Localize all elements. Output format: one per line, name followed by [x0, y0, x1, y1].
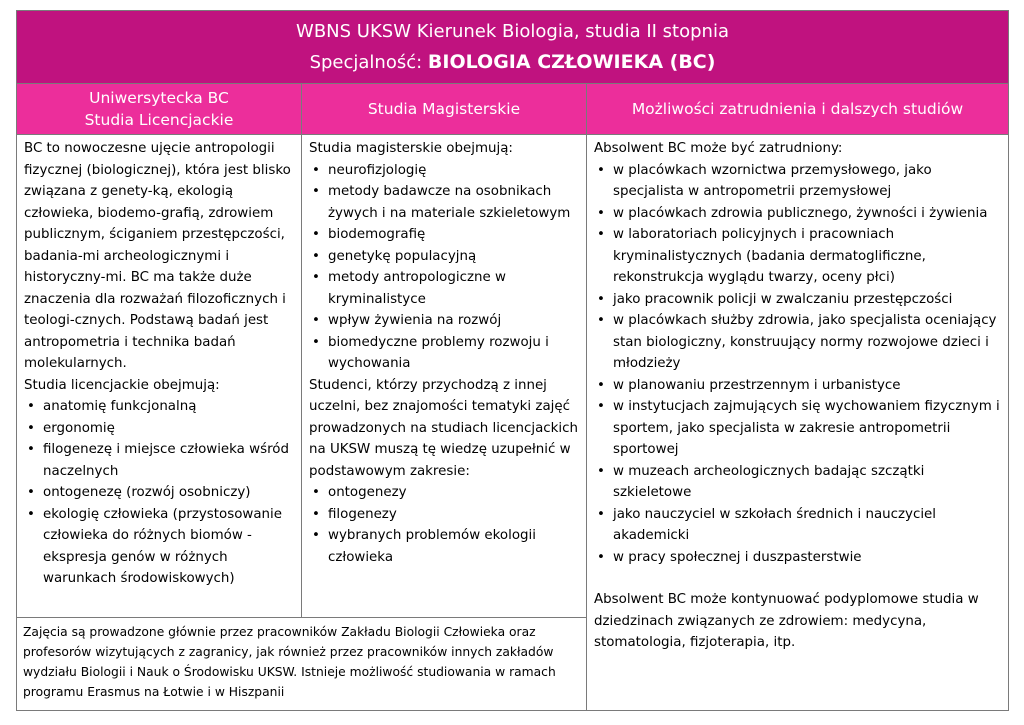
list-item: • w pracy społecznej i duszpasterstwie	[594, 547, 1003, 569]
list-item: • w placówkach wzornictwa przemysłowego, jako specjalista w antropometrii przemysłowej	[594, 160, 1003, 203]
list-item: • w muzeach archeologicznych badając szczątki szkieletowe	[594, 461, 1003, 504]
list-item: • ergonomię	[24, 418, 296, 440]
list-item: • metody antropologiczne w kryminalistyce	[309, 267, 581, 310]
list-item: • ekologię człowieka (przystosowanie człowieka do różnych biomów - ekspresja genów w różnych warunkach środowiskowych)	[24, 504, 296, 590]
list-item: • w placówkach zdrowia publicznego, żywności i żywienia	[594, 203, 1003, 225]
list-item: • jako nauczyciel w szkołach średnich i nauczyciel akademicki	[594, 504, 1003, 547]
page-title	[17, 11, 1009, 84]
specialization-table	[16, 10, 1009, 711]
bachelor-cell	[17, 135, 302, 618]
careers-closing: Absolwent BC może kontynuować podyplomowe studia w dziedzinach związanych ze zdrowiem: medycyna, stomatologia, fizjoterapia, itp.	[594, 592, 979, 650]
list-item: • ontogenezy	[309, 482, 581, 504]
column-header-row	[17, 84, 1009, 135]
column-header-master: Studia Magisterskie	[302, 84, 587, 135]
list-item: • biodemografię	[309, 224, 581, 246]
list-item: • neurofizjologię	[309, 160, 581, 182]
list-item: • anatomię funkcjonalną	[24, 396, 296, 418]
spacer	[594, 568, 1003, 589]
master-paragraph: Studenci, którzy przychodzą z innej uczelni, bez znajomości tematyki zajęć prowadzonych na studiach licencjackich na UKSW muszą tę wiedzę uzupełnić w podstawowym zakresie:	[309, 377, 578, 479]
column-header-bachelor-line-1: Uniwersytecka BC	[89, 89, 229, 107]
title-row	[17, 11, 1009, 84]
list-item: • genetykę populacyjną	[309, 246, 581, 268]
list-item: • jako pracownik policji w zwalczaniu przestępczości	[594, 289, 1003, 311]
list-item: • wpływ żywienia na rozwój	[309, 310, 581, 332]
column-header-bachelor	[17, 84, 302, 135]
master-list	[309, 160, 581, 375]
content-row	[17, 135, 1009, 618]
column-header-careers: Możliwości zatrudnienia i dalszych studiów	[587, 84, 1009, 135]
specialization-name: BIOLOGIA CZŁOWIEKA (BC)	[427, 50, 716, 73]
bachelor-list	[24, 396, 296, 590]
title-line-2	[17, 47, 1008, 78]
master-list-2	[309, 482, 581, 568]
careers-cell	[587, 135, 1009, 711]
bachelor-intro: BC to nowoczesne ujęcie antropologii fizycznej (biologicznej), która jest blisko związana z genety-ką, ekologią człowieka, biodemo-grafią, zdrowiem publicznym, ściganiem przestępczości, badania-mi archeologicznymi i historyczny-mi. BC ma także duże znaczenia dla rozważań filozoficznych i teologi-cznych. Podstawą badań jest antropometria i technika badań molekularnych.	[24, 141, 291, 371]
list-item: • w planowaniu przestrzennym i urbanistyce	[594, 375, 1003, 397]
list-item: • w placówkach służby zdrowia, jako specjalista oceniający stan biologiczny, konstruujący normy rozwojowe dzieci i młodzieży	[594, 310, 1003, 375]
list-item: • metody badawcze na osobnikach żywych i na materiale szkieletowym	[309, 181, 581, 224]
list-item: • filogenezę i miejsce człowieka wśród naczelnych	[24, 439, 296, 482]
list-item: • filogenezy	[309, 504, 581, 526]
bachelor-list-intro: Studia licencjackie obejmują:	[24, 377, 220, 393]
careers-intro: Absolwent BC może być zatrudniony:	[594, 141, 843, 156]
careers-list	[594, 160, 1003, 569]
list-item: • wybranych problemów ekologii człowieka	[309, 525, 581, 568]
title-line-1: WBNS UKSW Kierunek Biologia, studia II stopnia	[296, 20, 729, 42]
footer-note: Zajęcia są prowadzone głównie przez pracowników Zakładu Biologii Człowieka oraz profesorów wizytujących z zagranicy, jak również przez pracowników innych zakładów wydziału Biologii i Nauk o Środowisku UKSW. Istnieje możliwość studiowania w ramach programu Erasmus na Łotwie i w Hiszpanii	[17, 618, 587, 711]
column-header-bachelor-line-2: Studia Licencjackie	[84, 111, 234, 129]
list-item: • ontogenezę (rozwój osobniczy)	[24, 482, 296, 504]
list-item: • w instytucjach zajmujących się wychowaniem fizycznym i sportem, jako specjalista w zakresie antropometrii sportowej	[594, 396, 1003, 461]
title-prefix: Specjalność:	[309, 51, 428, 73]
list-item: • biomedyczne problemy rozwoju i wychowania	[309, 332, 581, 375]
master-cell	[302, 135, 587, 618]
master-intro: Studia magisterskie obejmują:	[309, 141, 513, 156]
list-item: • w laboratoriach policyjnych i pracowniach kryminalistycznych (badania dermatoglificzne, rekonstrukcja wyglądu twarzy, oceny płci)	[594, 224, 1003, 289]
